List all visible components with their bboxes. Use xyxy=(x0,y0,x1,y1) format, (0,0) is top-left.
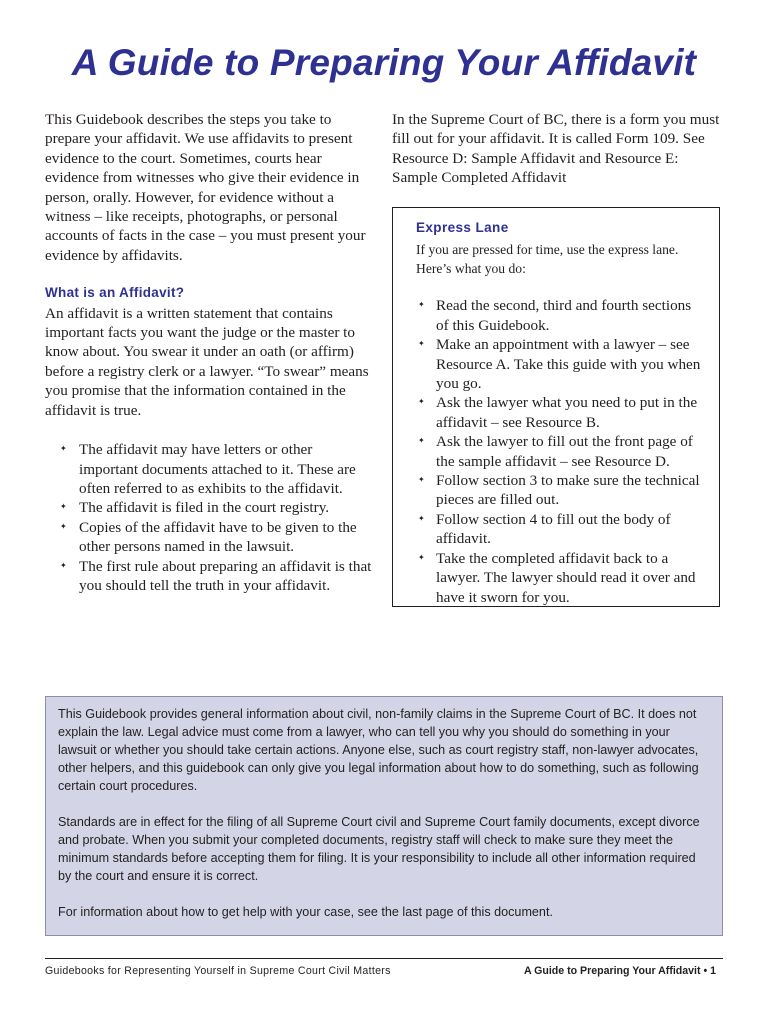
form-109-paragraph: In the Supreme Court of BC, there is a form you must fill out for your affidavit. It is called Form 109. See Resource D: Sample Affidavit and Resource E: Sample Completed Affidavit xyxy=(392,111,720,187)
list-item-text: Read the second, third and fourth sections of this Guidebook. xyxy=(436,297,692,334)
express-lane-box xyxy=(392,207,720,607)
bullet-icon: ✦ xyxy=(60,560,67,570)
list-item-text: Follow section 3 to make sure the technical pieces are filled out. xyxy=(436,472,700,509)
footer-divider xyxy=(45,958,723,959)
notice-paragraph: For information about how to get help with your case, see the last page of this document. xyxy=(58,905,553,919)
legal-notice-box xyxy=(45,696,723,936)
list-item-text: Follow section 4 to fill out the body of affidavit. xyxy=(436,510,671,548)
left-column xyxy=(45,110,375,595)
affidavit-facts-list xyxy=(45,440,375,595)
list-item-text: The affidavit is filed in the court registry. xyxy=(79,499,330,517)
list-item xyxy=(416,393,707,432)
list-item xyxy=(45,498,375,517)
list-item-text: The affidavit may have letters or other important documents attached to it. These are often referred to as exhibits to the affidavit. xyxy=(79,441,356,497)
list-item xyxy=(416,432,707,471)
notice-paragraph: Standards are in effect for the filing of all Supreme Court civil and Supreme Court family documents, except divorce and probate. When you submit your completed documents, registry staff will check to make sure they meet the minimum standards before accepting them for filing. It is your responsibility to include all other information required by the court and ensure it is correct. xyxy=(58,815,700,883)
list-item-text: Make an appointment with a lawyer – see Resource A. Take this guide with you when you go. xyxy=(436,336,701,393)
bullet-icon: ✦ xyxy=(60,521,67,531)
express-lane-title: Express Lane xyxy=(416,220,509,235)
list-item-text: Take the completed affidavit back to a lawyer. The lawyer should read it over and have it sworn for you. xyxy=(436,549,696,606)
list-item xyxy=(416,549,707,607)
list-item xyxy=(45,440,375,498)
section-heading: What is an Affidavit? xyxy=(45,285,185,301)
bullet-icon: ✦ xyxy=(418,475,425,485)
bullet-icon: ✦ xyxy=(418,339,425,349)
list-item-text: Ask the lawyer to fill out the front page of the sample affidavit – see Resource D. xyxy=(436,433,693,470)
right-column xyxy=(392,110,727,188)
list-item-text: Ask the lawyer what you need to put in the affidavit – see Resource B. xyxy=(436,394,698,431)
page-title: A Guide to Preparing Your Affidavit xyxy=(71,42,697,83)
list-item xyxy=(416,296,707,335)
bullet-icon: ✦ xyxy=(418,436,425,446)
list-item-text: Copies of the affidavit have to be given to the other persons named in the lawsuit. xyxy=(79,518,357,556)
list-item xyxy=(416,471,707,510)
express-lane-steps xyxy=(416,296,707,607)
intro-paragraph: This Guidebook describes the steps you take to prepare your affidavit. We use affidavits to present evidence to the court. Sometimes, courts hear evidence from witnesses who give their evidence in person, orally. However, for evidence without a witness – like receipts, photographs, or personal accounts of facts in the case – you must present your evidence by affidavits. xyxy=(45,111,366,264)
bullet-icon: ✦ xyxy=(418,513,425,523)
list-item xyxy=(416,510,707,549)
footer-series-title: Guidebooks for Representing Yourself in Supreme Court Civil Matters xyxy=(45,965,391,977)
definition-paragraph: An affidavit is a written statement that contains important facts you want the judge or the master to know about. You swear it under an oath (or affirm) before a registry clerk or a lawyer. “To swear” means you promise that the information contained in the affidavit is true. xyxy=(45,304,369,419)
list-item-text: The first rule about preparing an affidavit is that you should tell the truth in your affidavit. xyxy=(79,557,372,594)
list-item xyxy=(45,557,375,596)
list-item xyxy=(416,335,707,393)
bullet-icon: ✦ xyxy=(418,397,425,407)
bullet-icon: ✦ xyxy=(60,502,67,512)
bullet-icon: ✦ xyxy=(418,552,425,562)
bullet-icon: ✦ xyxy=(418,300,425,310)
list-item xyxy=(45,518,375,557)
notice-paragraph: This Guidebook provides general information about civil, non-family claims in the Supreme Court of BC. It does not explain the law. Legal advice must come from a lawyer, who can tell you why you should do something in your lawsuit or whether you should take certain actions. Anyone else, such as court registry staff, non-lawyer advocates, other helpers, and this guidebook can only give you legal information about how to do something, such as following certain court procedures. xyxy=(58,707,699,793)
express-lane-intro: If you are pressed for time, use the express lane. Here’s what you do: xyxy=(416,242,679,277)
bullet-icon: ✦ xyxy=(60,444,67,454)
footer-page-label: A Guide to Preparing Your Affidavit • 1 xyxy=(523,965,716,977)
